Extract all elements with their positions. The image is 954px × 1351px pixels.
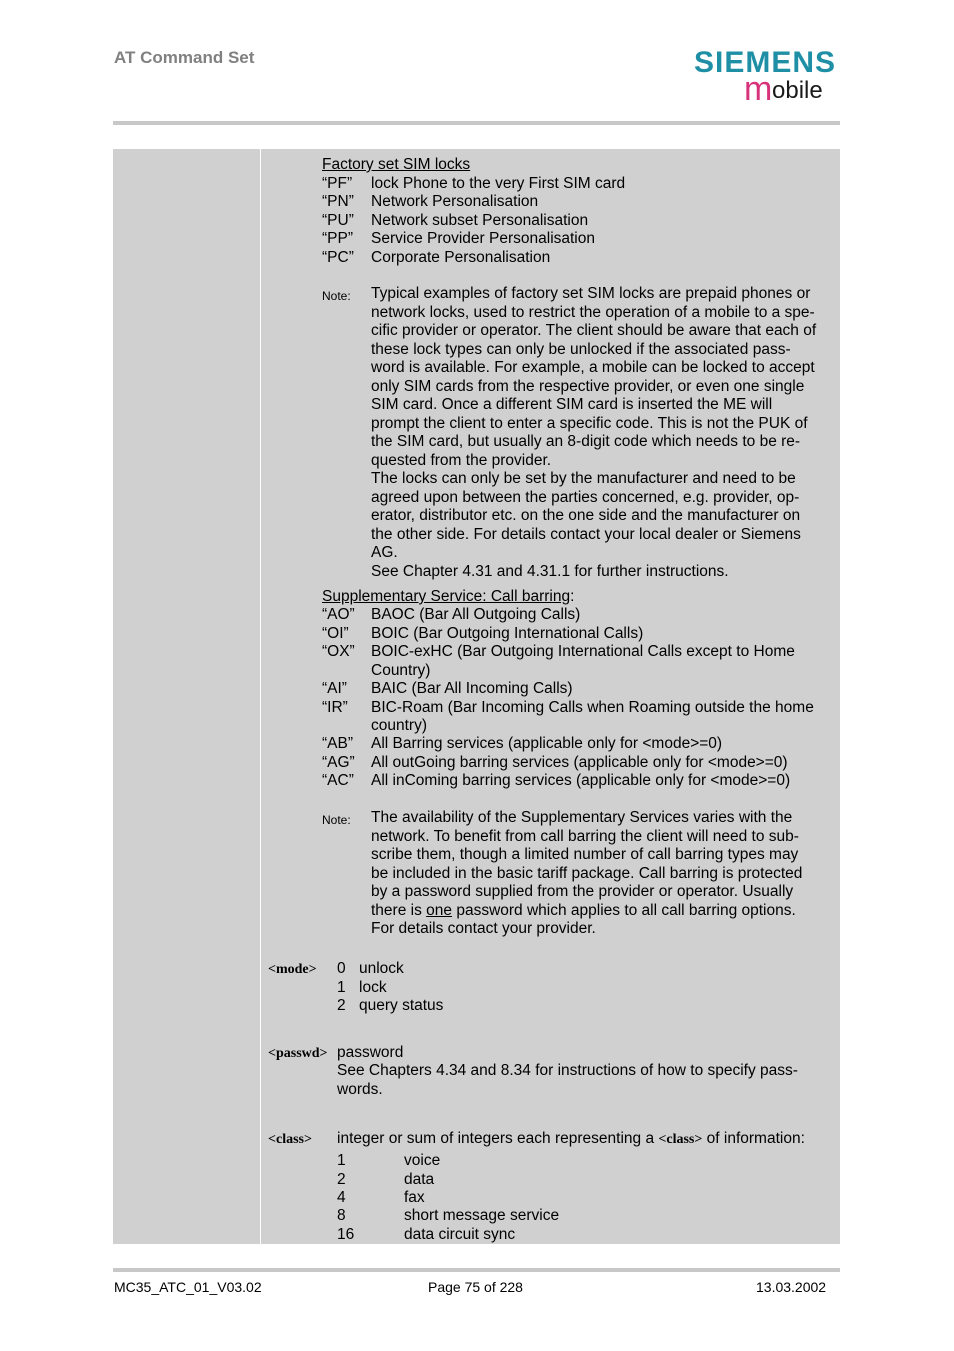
note-line: network locks, used to restrict the operation of a mobile to a spe- — [371, 303, 815, 321]
class-value-4-num: 4 — [337, 1189, 346, 1206]
footer-divider — [113, 1268, 840, 1272]
factory-locks-heading: Factory set SIM locks — [322, 156, 471, 173]
barring-code-ac: “AC” — [322, 772, 354, 789]
class-desc-param: <class> — [658, 1132, 703, 1147]
barring-note-label: Note: — [322, 813, 351, 827]
note-line: the SIM card, but usually an 8-digit code which needs to be re- — [371, 433, 801, 450]
barring-code-ox: “OX” — [322, 643, 355, 660]
barring-desc-ac: All inComing barring services (applicable only for <mode>=0) — [371, 772, 791, 789]
factory-desc-pn: Network Personalisation — [371, 193, 539, 210]
mode-value-0-desc: unlock — [359, 960, 404, 977]
barring-code-ao: “AO” — [322, 606, 355, 623]
note-line: Typical examples of factory set SIM locks are prepaid phones or — [371, 285, 811, 302]
class-value-1-num: 1 — [337, 1152, 346, 1169]
barring-desc-ag: All outGoing barring services (applicable only for <mode>=0) — [371, 754, 788, 771]
factory-code-pn: “PN” — [322, 193, 354, 210]
note-line: prompt the client to enter a specific code. This is not the PUK of — [371, 414, 808, 432]
class-desc-text: of information: — [702, 1130, 805, 1147]
factory-note-label: Note: — [322, 289, 351, 303]
logo-obile-text: obile — [772, 77, 823, 104]
note-line: scribe them, though a limited number of call barring types may — [371, 846, 799, 863]
note-line: by a password supplied from the provider or operator. Usually — [371, 883, 794, 900]
factory-desc-pu: Network subset Personalisation — [371, 212, 589, 229]
footer-doc-id: MC35_ATC_01_V03.02 — [114, 1279, 262, 1295]
note-line: agreed upon between the parties concerned, e.g. provider, op- — [371, 488, 800, 506]
column-divider — [260, 149, 261, 1244]
class-value-4-desc: fax — [404, 1189, 425, 1206]
note-line: the other side. For details contact your local dealer or Siemens — [371, 525, 801, 543]
note-line: cific provider or operator. The client should be aware that each of — [371, 322, 817, 339]
barring-desc-oi: BOIC (Bar Outgoing International Calls) — [371, 625, 644, 642]
barring-heading-text: Supplementary Service: Call barring — [322, 588, 571, 605]
factory-code-pf: “PF” — [322, 175, 353, 192]
class-value-2-desc: data — [404, 1171, 435, 1188]
mode-value-2-num: 2 — [337, 997, 346, 1014]
factory-code-pp: “PP” — [322, 230, 353, 247]
factory-code-pc: “PC” — [322, 249, 354, 266]
class-value-16-num: 16 — [337, 1226, 355, 1243]
header-divider — [113, 121, 840, 125]
barring-desc-ox: BOIC-exHC (Bar Outgoing International Calls except to Home — [371, 643, 795, 660]
mode-param-label: <mode> — [268, 962, 317, 977]
siemens-mobile-logo — [690, 46, 840, 106]
class-desc — [337, 1130, 805, 1149]
passwd-desc-line-1: See Chapters 4.34 and 8.34 for instructions of how to specify pass- — [337, 1062, 798, 1079]
note-line: only SIM cards from the respective provider, or even one single — [371, 377, 805, 395]
barring-code-ab: “AB” — [322, 735, 353, 752]
note-line — [371, 902, 839, 921]
barring-code-ag: “AG” — [322, 754, 355, 771]
class-value-16-desc: data circuit sync — [404, 1226, 516, 1243]
note-line: word is available. For example, a mobile can be locked to accept — [371, 359, 815, 376]
mode-value-0-num: 0 — [337, 960, 346, 977]
note-line: erator, distributor etc. on the one side and the manufacturer on — [371, 507, 801, 524]
barring-code-ai: “AI” — [322, 680, 347, 697]
barring-heading-colon: : — [570, 588, 575, 605]
note-line: The availability of the Supplementary Services varies with the — [371, 809, 793, 826]
note-line: The locks can only be set by the manufacturer and need to be — [371, 470, 796, 487]
mode-value-1-num: 1 — [337, 979, 346, 996]
factory-desc-pf: lock Phone to the very First SIM card — [371, 175, 626, 192]
factory-note-text — [371, 285, 839, 581]
footer-date: 13.03.2002 — [756, 1279, 827, 1295]
footer-page-number: Page 75 of 228 — [428, 1279, 523, 1295]
barring-desc-ir: BIC-Roam (Bar Incoming Calls when Roaming outside the home — [371, 699, 814, 716]
note-line: network. To benefit from call barring the client will need to sub- — [371, 827, 799, 845]
barring-note-text — [371, 809, 839, 939]
passwd-desc-line-2: words. — [337, 1081, 383, 1098]
passwd-value: password — [337, 1044, 404, 1061]
class-desc-text: integer or sum of integers each representing a — [337, 1130, 659, 1147]
barring-desc-ao: BAOC (Bar All Outgoing Calls) — [371, 606, 581, 623]
note-line: quested from the provider. — [371, 451, 552, 469]
barring-desc-ox-cont: Country) — [371, 662, 431, 679]
note-underlined-one: one — [426, 901, 453, 919]
note-line: See Chapter 4.31 and 4.31.1 for further instructions. — [371, 562, 729, 580]
barring-desc-ab: All Barring services (applicable only for <mode>=0) — [371, 735, 723, 752]
note-line: be included in the basic tariff package. Call barring is protected — [371, 864, 803, 882]
barring-desc-ai: BAIC (Bar All Incoming Calls) — [371, 680, 573, 697]
mode-value-2-desc: query status — [359, 997, 444, 1014]
note-line: these lock types can only be unlocked if the associated pass- — [371, 340, 791, 358]
note-line: For details contact your provider. — [371, 920, 596, 937]
factory-desc-pc: Corporate Personalisation — [371, 249, 551, 266]
note-line: SIM card. Once a different SIM card is inserted the ME will — [371, 396, 773, 413]
barring-code-ir: “IR” — [322, 699, 348, 716]
document-header-title: AT Command Set — [114, 48, 255, 67]
logo-m-glyph: m — [744, 70, 773, 108]
note-text: password which applies to all call barring options. — [452, 901, 796, 919]
barring-code-oi: “OI” — [322, 625, 349, 642]
note-line: AG. — [371, 544, 398, 561]
logo-brand-text: SIEMENS — [694, 46, 837, 79]
factory-desc-pp: Service Provider Personalisation — [371, 230, 595, 247]
factory-code-pu: “PU” — [322, 212, 354, 229]
class-value-1-desc: voice — [404, 1152, 441, 1169]
barring-desc-ir-cont: country) — [371, 717, 427, 734]
class-param-label: <class> — [268, 1132, 312, 1147]
class-value-2-num: 2 — [337, 1171, 346, 1188]
class-value-8-desc: short message service — [404, 1207, 560, 1224]
class-value-8-num: 8 — [337, 1207, 346, 1224]
mode-value-1-desc: lock — [359, 979, 387, 996]
passwd-param-label: <passwd> — [268, 1046, 328, 1061]
barring-heading — [322, 588, 574, 606]
note-text: there is — [371, 901, 427, 919]
